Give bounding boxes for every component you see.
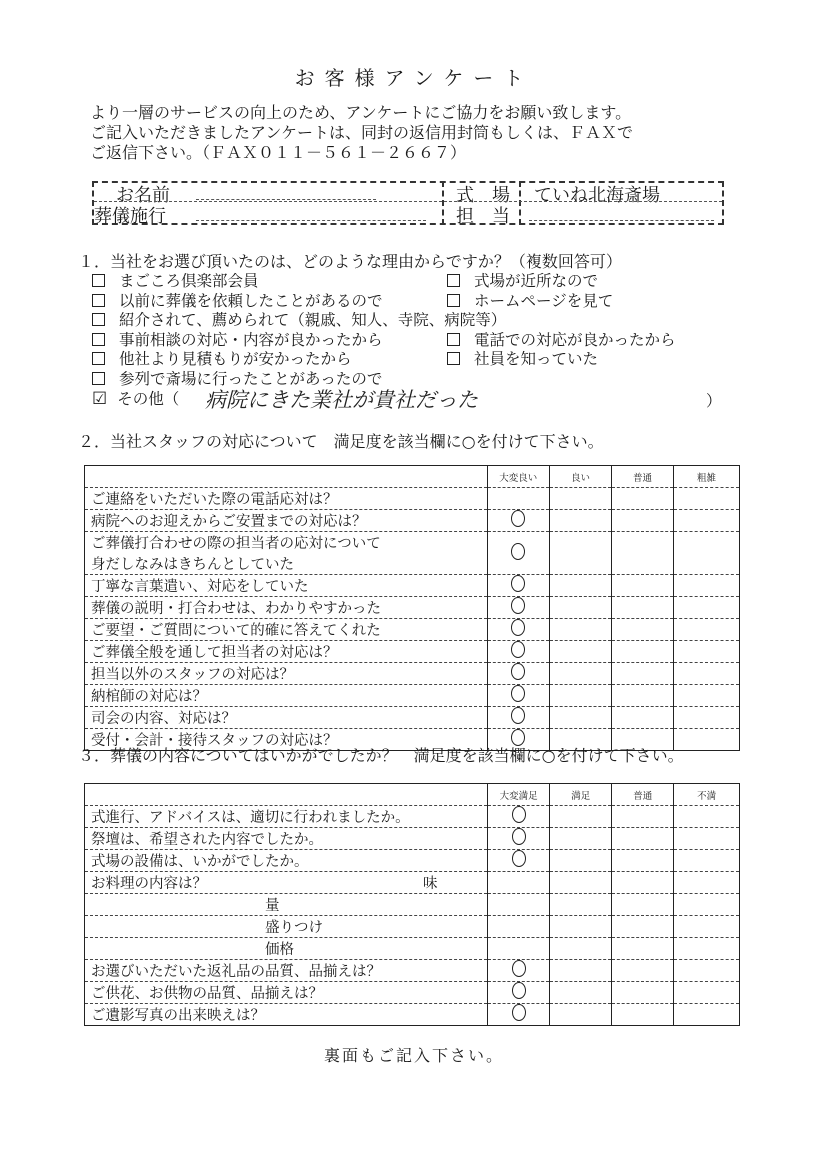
divider <box>442 181 444 225</box>
question-cell <box>85 575 488 597</box>
circle-mark-icon <box>512 806 526 823</box>
circle-mark-icon <box>511 685 525 702</box>
rating-cell[interactable] <box>487 575 549 597</box>
rating-cell[interactable] <box>550 960 612 982</box>
table-row <box>85 619 740 641</box>
column-header: 大変満足 <box>487 784 549 806</box>
rating-cell[interactable] <box>612 641 674 663</box>
sub-item-label: 盛りつけ <box>265 920 323 936</box>
rating-cell[interactable] <box>612 828 674 850</box>
question-cell <box>85 828 488 850</box>
rating-cell[interactable] <box>674 685 740 707</box>
rating-cell[interactable] <box>612 510 674 532</box>
name-field[interactable] <box>196 199 376 200</box>
circle-mark-icon <box>512 1004 526 1021</box>
question-text: ご供花、お供物の品質、品揃えは？ <box>91 986 323 1002</box>
checkbox-icon[interactable] <box>92 313 105 326</box>
column-header: 普通 <box>612 466 674 488</box>
question-text-2: 身だしなみはきちんとしていた <box>91 557 294 573</box>
rating-cell[interactable] <box>550 619 612 641</box>
question-cell <box>85 916 488 938</box>
other-handwritten: 病院にきた業社が貴社だった <box>205 388 478 412</box>
checkbox-label: 紹介されて、薦められて（親戚、知人、寺院、病院等） <box>119 311 507 329</box>
rating-cell[interactable] <box>612 619 674 641</box>
question-cell <box>85 894 488 916</box>
rating-cell[interactable] <box>487 828 549 850</box>
rating-cell[interactable] <box>487 872 549 894</box>
rating-cell[interactable] <box>550 894 612 916</box>
intro-line: ご返信下さい。（ＦＡＸ０１１－５６１－２６６７） <box>90 143 467 162</box>
rating-cell[interactable] <box>487 850 549 872</box>
intro-line: より一層のサービスの向上のため、アンケートにご協力をお願い致します。 <box>90 103 632 122</box>
rating-cell[interactable] <box>487 663 549 685</box>
table-row <box>85 510 740 532</box>
rating-cell[interactable] <box>550 707 612 729</box>
question-text: 受付・会計・接待スタッフの対応は？ <box>91 733 338 749</box>
checkbox-icon[interactable] <box>92 372 105 385</box>
question-text: 式場の設備は、いかがでしたか。 <box>91 854 309 870</box>
q1-title: １．当社をお選び頂いたのは、どのような理由からですか？（複数回答可） <box>78 252 622 271</box>
table-row <box>85 663 740 685</box>
rating-cell[interactable] <box>487 960 549 982</box>
staff-field[interactable] <box>529 220 714 221</box>
checkbox-icon[interactable] <box>92 333 105 346</box>
rating-cell[interactable] <box>674 663 740 685</box>
checkbox-option[interactable] <box>447 289 613 311</box>
rating-cell[interactable] <box>550 597 612 619</box>
table-row <box>85 707 740 729</box>
table-row <box>85 806 740 828</box>
rating-cell[interactable] <box>674 707 740 729</box>
question-cell <box>85 488 488 510</box>
rating-cell[interactable] <box>550 1004 612 1026</box>
header-empty <box>85 466 488 488</box>
rating-cell[interactable] <box>612 916 674 938</box>
rating-cell[interactable] <box>550 488 612 510</box>
sub-item-label: 価格 <box>265 942 294 958</box>
rating-cell[interactable] <box>674 938 740 960</box>
rating-cell[interactable] <box>550 938 612 960</box>
rating-cell[interactable] <box>674 982 740 1004</box>
question-text: 丁寧な言葉遣い、対応をしていた <box>91 579 309 595</box>
question-cell <box>85 938 488 960</box>
question-text: お選びいただいた返礼品の品質、品揃えは？ <box>91 964 381 980</box>
checkbox-label: 式場が近所なので <box>474 272 599 290</box>
venue-value: ていね北海斎場 <box>534 185 660 206</box>
question-cell <box>85 872 488 894</box>
checkbox-icon[interactable] <box>92 352 105 365</box>
question-cell <box>85 850 488 872</box>
checkbox-icon[interactable] <box>447 333 460 346</box>
question-text: 担当以外のスタッフの対応は？ <box>91 667 294 683</box>
table-row <box>85 532 740 575</box>
checkbox-label: 社員を知っていた <box>474 350 599 368</box>
table-row <box>85 597 740 619</box>
rating-cell[interactable] <box>487 707 549 729</box>
question-text: ご遺影写真の出来映えは？ <box>91 1008 265 1024</box>
question-cell <box>85 597 488 619</box>
circle-mark-icon <box>512 828 526 845</box>
circle-mark-icon <box>511 575 525 592</box>
rating-cell[interactable] <box>612 872 674 894</box>
checkbox-label: 電話での対応が良かったから <box>474 330 676 349</box>
rating-cell[interactable] <box>674 916 740 938</box>
question-text: お料理の内容は？ <box>91 876 207 892</box>
rating-cell[interactable] <box>487 510 549 532</box>
question-cell <box>85 663 488 685</box>
rating-cell[interactable] <box>550 575 612 597</box>
checkbox-label: 事前相談の対応・内容が良かったから <box>119 330 383 349</box>
sub-item-label: 味 <box>423 876 438 892</box>
rating-cell[interactable] <box>550 872 612 894</box>
rating-cell[interactable] <box>674 894 740 916</box>
rating-cell[interactable] <box>550 685 612 707</box>
table-row <box>85 641 740 663</box>
rating-cell[interactable] <box>612 532 674 575</box>
circle-mark-icon <box>511 641 525 658</box>
rating-cell[interactable] <box>612 685 674 707</box>
rating-cell[interactable] <box>674 619 740 641</box>
checkbox-icon[interactable] <box>92 294 105 307</box>
divider <box>519 181 521 225</box>
rating-cell[interactable] <box>487 641 549 663</box>
rating-cell[interactable] <box>612 488 674 510</box>
rating-cell[interactable] <box>612 663 674 685</box>
circle-mark-icon <box>511 707 525 724</box>
question-text: 葬儀の説明・打合わせは、わかりやすかった <box>91 601 381 617</box>
column-header: 粗雑 <box>674 466 740 488</box>
rating-cell[interactable] <box>674 1004 740 1026</box>
q3-table <box>84 783 740 1026</box>
intro-line: ご記入いただきましたアンケートは、同封の返信用封筒もしくは、ＦＡＸで <box>90 123 634 142</box>
other-label: その他（ <box>117 390 180 408</box>
rating-cell[interactable] <box>674 510 740 532</box>
rating-cell[interactable] <box>550 828 612 850</box>
table-row <box>85 1004 740 1026</box>
table-row <box>85 894 740 916</box>
checkbox-label: 他社より見積もりが安かったから <box>119 350 352 368</box>
page-title: お客様アンケート <box>294 66 534 90</box>
rating-cell[interactable] <box>612 894 674 916</box>
venue-label: 式 場 <box>456 185 510 206</box>
checkbox-label: 以前に葬儀を依頼したことがあるので <box>119 291 383 310</box>
checkbox-icon[interactable] <box>447 274 460 287</box>
rating-cell[interactable] <box>612 1004 674 1026</box>
table-row <box>85 872 740 894</box>
checkbox-icon[interactable] <box>447 294 460 307</box>
question-text: ご要望・ご質問について的確に答えてくれた <box>91 623 381 639</box>
circle-mark-icon <box>511 619 525 636</box>
q1-other-option[interactable] <box>92 387 179 409</box>
rating-cell[interactable] <box>487 532 549 575</box>
rating-cell[interactable] <box>674 806 740 828</box>
circle-mark-icon <box>511 543 525 560</box>
rating-cell[interactable] <box>487 597 549 619</box>
question-cell <box>85 806 488 828</box>
row-divider <box>94 201 722 202</box>
question-cell <box>85 982 488 1004</box>
table-row <box>85 982 740 1004</box>
checked-checkbox-icon[interactable]: ☑ <box>92 389 108 409</box>
question-text: 納棺師の対応は？ <box>91 689 207 705</box>
q3-title: ３．葬儀の内容についてはいかがでしたか？ 満足度を該当欄に○を付けて下さい。 <box>78 746 684 765</box>
rating-cell[interactable] <box>674 960 740 982</box>
rating-cell[interactable] <box>674 532 740 575</box>
question-cell <box>85 510 488 532</box>
rating-cell[interactable] <box>487 916 549 938</box>
header-empty <box>85 784 488 806</box>
checkbox-label: まごころ倶楽部会員 <box>119 272 259 290</box>
name-label: お名前 <box>116 185 170 206</box>
question-cell <box>85 1004 488 1026</box>
question-text: 祭壇は、希望された内容でしたか。 <box>91 832 323 848</box>
rating-cell[interactable] <box>487 806 549 828</box>
rating-cell[interactable] <box>612 938 674 960</box>
rating-cell[interactable] <box>487 938 549 960</box>
table-row <box>85 960 740 982</box>
question-cell <box>85 707 488 729</box>
q2-title: ２．当社スタッフの対応について 満足度を該当欄に○を付けて下さい。 <box>78 432 604 451</box>
intro-text <box>90 103 633 163</box>
column-header: 満足 <box>550 784 612 806</box>
rating-cell[interactable] <box>550 663 612 685</box>
rating-cell[interactable] <box>612 707 674 729</box>
checkbox-option[interactable] <box>447 347 598 369</box>
circle-mark-icon <box>512 960 526 977</box>
table-row <box>85 850 740 872</box>
question-cell <box>85 685 488 707</box>
rating-cell[interactable] <box>550 850 612 872</box>
rating-cell[interactable] <box>612 982 674 1004</box>
question-text: 司会の内容、対応は？ <box>91 711 236 727</box>
rating-cell[interactable] <box>674 488 740 510</box>
circle-mark-icon <box>511 597 525 614</box>
checkbox-icon[interactable] <box>92 274 105 287</box>
column-header: 普通 <box>612 784 674 806</box>
question-cell <box>85 532 488 575</box>
rating-cell[interactable] <box>487 1004 549 1026</box>
column-header: 良い <box>550 466 612 488</box>
funeral-field[interactable] <box>196 220 426 221</box>
question-cell <box>85 619 488 641</box>
checkbox-label: 参列で斎場に行ったことがあったので <box>119 369 383 388</box>
question-text: ご葬儀全般を通して担当者の対応は？ <box>91 645 338 661</box>
circle-mark-icon <box>511 663 525 680</box>
rating-cell[interactable] <box>487 982 549 1004</box>
rating-cell[interactable] <box>674 575 740 597</box>
rating-cell[interactable] <box>487 685 549 707</box>
rating-cell[interactable] <box>674 850 740 872</box>
rating-cell[interactable] <box>487 894 549 916</box>
rating-cell[interactable] <box>674 597 740 619</box>
rating-cell[interactable] <box>487 619 549 641</box>
table-row <box>85 916 740 938</box>
question-text: ご葬儀打合わせの際の担当者の応対について <box>91 536 381 552</box>
rating-cell[interactable] <box>612 850 674 872</box>
rating-cell[interactable] <box>674 872 740 894</box>
table-row <box>85 938 740 960</box>
column-header: 大変良い <box>487 466 549 488</box>
footer-note: 裏面もご記入下さい。 <box>323 1046 504 1065</box>
rating-cell[interactable] <box>550 982 612 1004</box>
circle-mark-icon <box>512 982 526 999</box>
rating-cell[interactable] <box>550 532 612 575</box>
staff-label: 担 当 <box>456 206 510 227</box>
question-cell <box>85 641 488 663</box>
circle-mark-icon <box>512 850 526 867</box>
rating-cell[interactable] <box>550 806 612 828</box>
q2-table <box>84 465 740 751</box>
funeral-label: 葬儀施行 <box>94 206 166 227</box>
table-row <box>85 575 740 597</box>
rating-cell[interactable] <box>674 641 740 663</box>
rating-cell[interactable] <box>550 641 612 663</box>
rating-cell[interactable] <box>487 488 549 510</box>
info-box <box>92 181 724 225</box>
question-text: 病院へのお迎えからご安置までの対応は？ <box>91 514 367 530</box>
rating-cell[interactable] <box>674 828 740 850</box>
rating-cell[interactable] <box>550 916 612 938</box>
rating-cell[interactable] <box>612 960 674 982</box>
table-row <box>85 685 740 707</box>
table-row <box>85 488 740 510</box>
question-text: 式進行、アドバイスは、適切に行われましたか。 <box>91 810 410 826</box>
rating-cell[interactable] <box>612 575 674 597</box>
rating-cell[interactable] <box>550 510 612 532</box>
table-row <box>85 828 740 850</box>
rating-cell[interactable] <box>612 597 674 619</box>
checkbox-icon[interactable] <box>447 352 460 365</box>
column-header: 不満 <box>674 784 740 806</box>
circle-mark-icon <box>511 510 525 527</box>
rating-cell[interactable] <box>612 806 674 828</box>
question-cell <box>85 960 488 982</box>
question-text: ご連絡をいただいた際の電話応対は？ <box>91 492 338 508</box>
checkbox-label: ホームページを見て <box>474 291 614 310</box>
other-close: ） <box>706 392 722 410</box>
sub-item-label: 量 <box>265 898 280 914</box>
